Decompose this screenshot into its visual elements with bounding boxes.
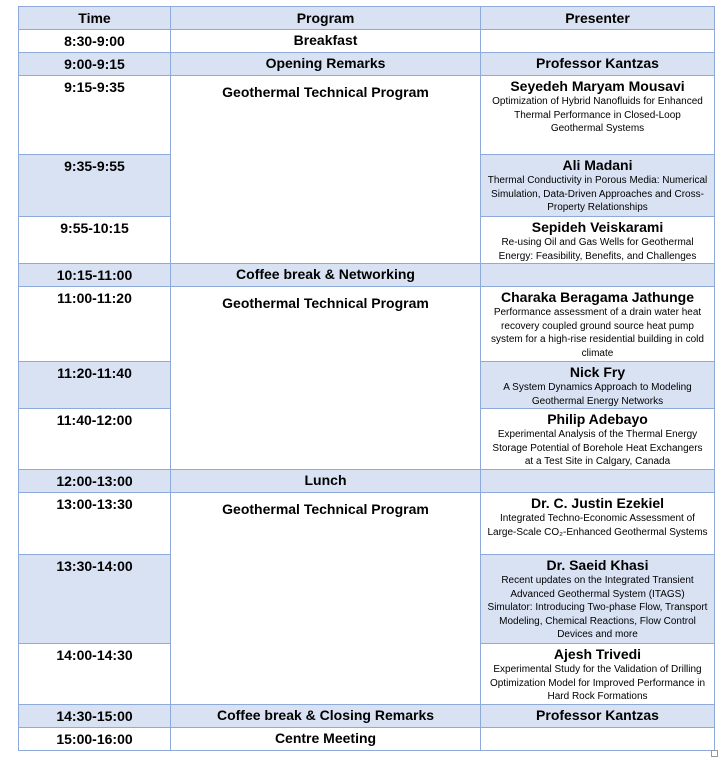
presenter-name: Nick Fry xyxy=(569,364,626,380)
program-cell: Geothermal Technical Program xyxy=(171,76,481,264)
table-row xyxy=(19,53,715,76)
time-cell: 14:00-14:30 xyxy=(19,644,171,705)
presenter-cell xyxy=(481,728,715,751)
header-program: Program xyxy=(171,7,481,30)
presenter-cell xyxy=(481,362,715,409)
talk-title: Experimental Analysis of the Thermal Energy Storage Potential of Borehole Heat Exchangers at a Test Site in Calgary, Canada xyxy=(492,429,703,467)
presenter-cell xyxy=(481,287,715,362)
presenter-name: Ali Madani xyxy=(562,157,633,173)
presenter-cell xyxy=(481,76,715,155)
time-cell: 9:35-9:55 xyxy=(19,155,171,217)
presenter-cell xyxy=(481,644,715,705)
talk-title: Optimization of Hybrid Nanofluids for Enhanced Thermal Performance in Closed-Loop Geothermal Systems xyxy=(492,96,703,134)
time-cell: 11:20-11:40 xyxy=(19,362,171,409)
time-cell: 13:00-13:30 xyxy=(19,493,171,555)
table-row xyxy=(19,287,715,362)
talk-title: Performance assessment of a drain water heat recovery coupled ground source heat pump system for a high-rise residential building in cold climate xyxy=(491,307,704,359)
program-cell: Coffee break & Networking xyxy=(171,264,481,287)
time-cell: 15:00-16:00 xyxy=(19,728,171,751)
end-of-cell-marker xyxy=(711,750,718,757)
program-cell: Opening Remarks xyxy=(171,53,481,76)
presenter-name: Charaka Beragama Jathunge xyxy=(501,289,694,305)
schedule-table xyxy=(18,6,715,751)
presenter-cell xyxy=(481,30,715,53)
program-cell: Coffee break & Closing Remarks xyxy=(171,705,481,728)
program-cell: Geothermal Technical Program xyxy=(171,493,481,705)
presenter-cell xyxy=(481,264,715,287)
time-cell: 9:00-9:15 xyxy=(19,53,171,76)
program-cell: Lunch xyxy=(171,470,481,493)
presenter-cell xyxy=(481,217,715,264)
table-row xyxy=(19,728,715,751)
presenter-name: Philip Adebayo xyxy=(547,411,648,427)
header-presenter: Presenter xyxy=(481,7,715,30)
header-time: Time xyxy=(19,7,171,30)
table-row xyxy=(19,76,715,155)
time-cell: 14:30-15:00 xyxy=(19,705,171,728)
presenter-name: Sepideh Veiskarami xyxy=(531,219,664,235)
presenter-name: Dr. Saeid Khasi xyxy=(546,557,649,573)
talk-title: A System Dynamics Approach to Modeling Geothermal Energy Networks xyxy=(503,382,692,407)
presenter-name: Ajesh Trivedi xyxy=(553,646,642,662)
talk-title: Re-using Oil and Gas Wells for Geothermal Energy: Feasibility, Benefits, and Challenges xyxy=(498,237,697,262)
presenter-cell: Professor Kantzas xyxy=(481,53,715,76)
presenter-name: Seyedeh Maryam Mousavi xyxy=(510,78,685,94)
presenter-cell: Professor Kantzas xyxy=(481,705,715,728)
table-row xyxy=(19,705,715,728)
table-row xyxy=(19,30,715,53)
presenter-cell xyxy=(481,555,715,644)
presenter-name: Dr. C. Justin Ezekiel xyxy=(530,495,665,511)
table-row xyxy=(19,470,715,493)
time-cell: 9:15-9:35 xyxy=(19,76,171,155)
header-row xyxy=(19,7,715,30)
time-cell: 12:00-13:00 xyxy=(19,470,171,493)
program-cell: Breakfast xyxy=(171,30,481,53)
presenter-cell xyxy=(481,155,715,217)
time-cell: 13:30-14:00 xyxy=(19,555,171,644)
time-cell: 8:30-9:00 xyxy=(19,30,171,53)
program-cell: Centre Meeting xyxy=(171,728,481,751)
presenter-cell xyxy=(481,470,715,493)
time-cell: 11:00-11:20 xyxy=(19,287,171,362)
talk-title: Recent updates on the Integrated Transient Advanced Geothermal System (ITAGS) Simulator: Introducing Two-phase Flow, Transport Modeling, Chemical Reactions, Flow Control Devices and more xyxy=(487,575,708,640)
time-cell: 10:15-11:00 xyxy=(19,264,171,287)
talk-title: Thermal Conductivity in Porous Media: Numerical Simulation, Data-Driven Approaches and Cross-Property Relationships xyxy=(487,175,708,213)
talk-title: Experimental Study for the Validation of Drilling Optimization Model for Improved Performance in Hard Rock Formations xyxy=(489,664,706,702)
presenter-cell xyxy=(481,409,715,470)
presenter-cell xyxy=(481,493,715,555)
time-cell: 11:40-12:00 xyxy=(19,409,171,470)
table-row xyxy=(19,264,715,287)
table-row xyxy=(19,493,715,555)
program-cell: Geothermal Technical Program xyxy=(171,287,481,470)
talk-title: Integrated Techno-Economic Assessment of Large-Scale CO₂-Enhanced Geothermal Systems xyxy=(487,513,708,538)
time-cell: 9:55-10:15 xyxy=(19,217,171,264)
